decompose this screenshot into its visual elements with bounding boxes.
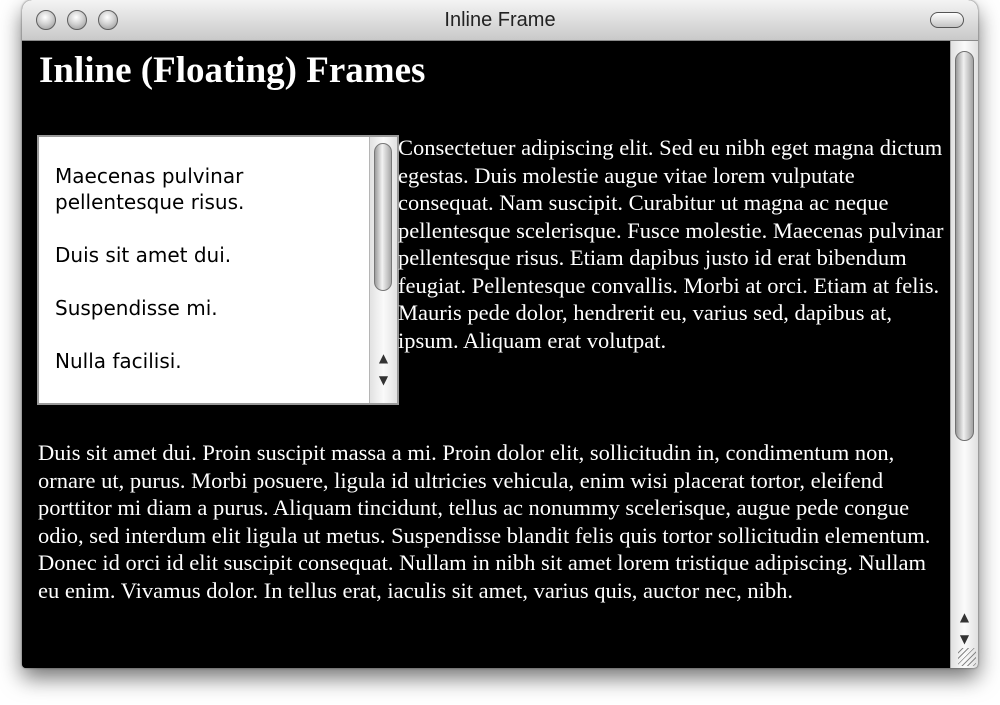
page-heading: Inline (Floating) Frames xyxy=(39,50,426,91)
toolbar-toggle-icon[interactable] xyxy=(930,12,964,28)
body-paragraph: Duis sit amet dui. Proin suscipit massa a mi. Proin dolor elit, sollicitudin in, condimentum non, ornare ut, purus. Morbi posuere, ligula id ultricies vehicula, enim wisi placerat tortor, eleifend porttitor mi diam a purus. Aliquam tincidunt, tellus ac nonummy scelerisque, augue pede congue odio, sed interdum elit ligula ut metus. Suspendisse blandit felis quis tortor sollicitudin elementum. Donec id orci id elit suscipit consequat. Nullam in nibh sit amet lorem tristique adipiscing. Nullam eu enim. Vivamus dolor. In tellus erat, iaculis sit amet, varius quis, auctor nec, nibh. xyxy=(38,440,931,603)
scroll-up-arrow-icon[interactable]: ▲ xyxy=(378,351,389,365)
resize-grip-icon[interactable] xyxy=(958,648,976,666)
page-scroll-thumb[interactable] xyxy=(955,51,974,441)
browser-window xyxy=(22,0,978,668)
inline-frame-item: Maecenas pulvinar pellentesque risus. xyxy=(55,164,245,214)
inline-frame[interactable] xyxy=(37,135,399,405)
inline-frame-scroll-thumb[interactable] xyxy=(374,143,392,291)
inline-frame-item: Duis sit amet dui. xyxy=(55,243,232,267)
page-scrollbar[interactable] xyxy=(950,41,978,668)
page-scroll-down-arrow-icon[interactable]: ▼ xyxy=(959,632,970,646)
inline-frame-content xyxy=(55,163,365,401)
window-title: Inline Frame xyxy=(444,9,556,31)
inline-frame-scrollbar[interactable] xyxy=(369,137,397,403)
title-bar[interactable] xyxy=(22,0,978,41)
inline-frame-item: Suspendisse mi. xyxy=(55,296,218,320)
inline-frame-item: Nulla facilisi. xyxy=(55,349,182,373)
scroll-down-arrow-icon[interactable]: ▼ xyxy=(378,373,389,387)
page-content xyxy=(22,41,950,668)
side-paragraph: Consectetuer adipiscing elit. Sed eu nibh eget magna dictum egestas. Duis molestie augue vitae lorem vulputate consequat. Nam suscipit. Curabitur ut magna ac neque pellentesque scelerisque. Fusce molestie. Maecenas pulvinar pellentesque risus. Etiam dapibus justo id erat bibendum feugiat. Pellentesque convallis. Morbi at orci. Etiam at felis. Mauris pede dolor, hendrerit eu, varius sed, dapibus at, ipsum. Aliquam erat volutpat. xyxy=(398,135,944,353)
page-scroll-up-arrow-icon[interactable]: ▲ xyxy=(959,610,970,624)
